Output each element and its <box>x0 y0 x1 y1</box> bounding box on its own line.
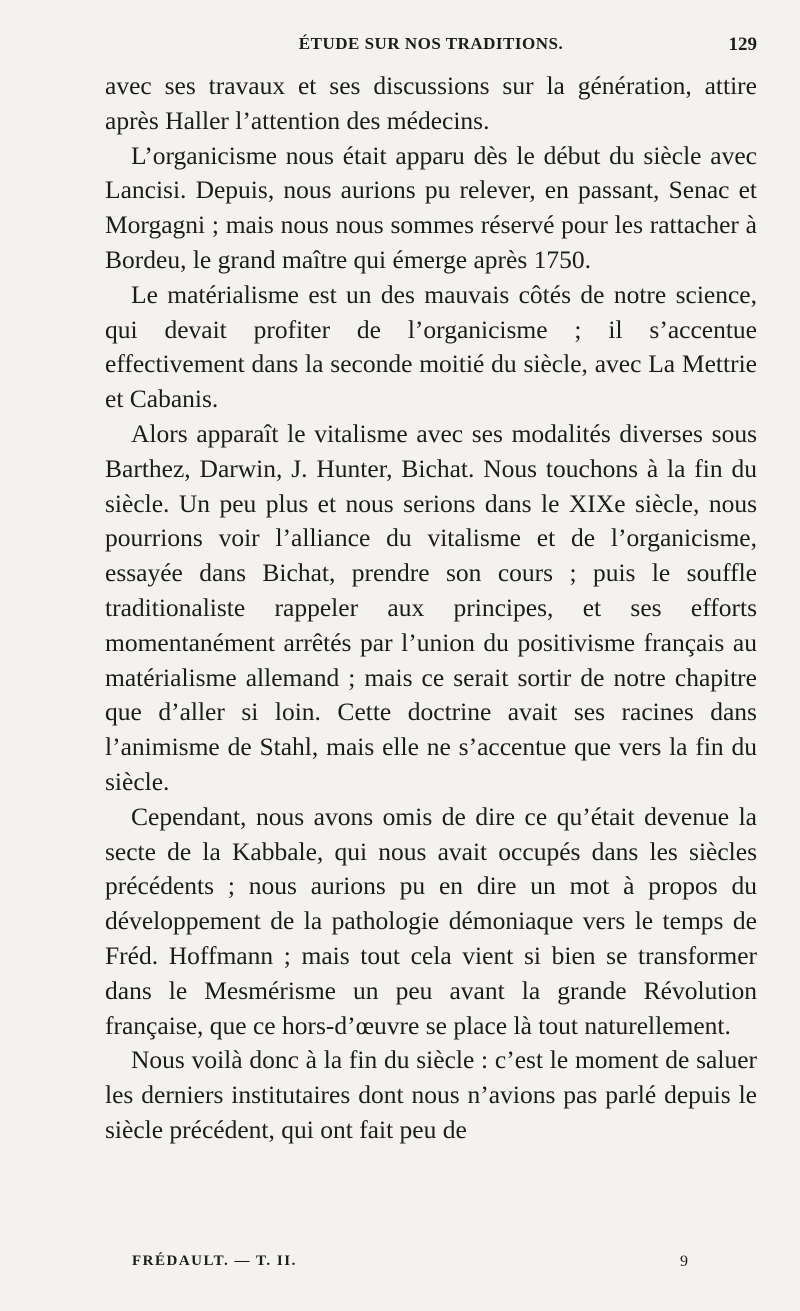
printer-signature: FRÉDAULT. — T. II. <box>132 1253 297 1269</box>
signature-mark: 9 <box>680 1253 688 1270</box>
paragraph: Le matérialisme est un des mauvais côtés de notre science, qui devait profiter de l’organicisme ; il s’accentue effectivement dans la seconde moitié du siècle, avec La Mettrie et Cabanis. <box>105 279 757 414</box>
page-header <box>105 34 757 60</box>
page-number: 129 <box>728 34 757 55</box>
paragraph: Alors apparaît le vitalisme avec ses modalités diverses sous Barthez, Darwin, J. Hunter, Bichat. Nous touchons à la fin du siècle. Un peu plus et nous serions dans le XIXe siècle, nous pourrions voir l’alliance du vitalisme et de l’organicisme, essayée dans Bichat, prendre son cours ; puis le souffle traditionaliste rappeler aux principes, et ses efforts momentanément arrêtés par l’union du positivisme français au matérialisme allemand ; mais ce serait sortir de notre chapitre que d’aller si loin. Cette doctrine avait ses racines dans l’animisme de Stahl, mais elle ne s’accentue que vers la fin du siècle. <box>105 418 757 796</box>
body-text <box>105 69 757 1148</box>
paragraph: Nous voilà donc à la fin du siècle : c’est le moment de saluer les derniers institutaires dont nous n’avions pas parlé depuis le siècle précédent, qui ont fait peu de <box>105 1045 757 1144</box>
paragraph: Cependant, nous avons omis de dire ce qu’était devenue la secte de la Kabbale, qui nous avait occupés dans les siècles précédents ; nous aurions pu en dire un mot à propos du développement de la pathologie démoniaque vers le temps de Fréd. Hoffmann ; mais tout cela vient si bien se transformer dans le Mesmérisme un peu avant la grande Révolution française, que ce hors-d’œuvre se place là tout naturellement. <box>105 801 757 1040</box>
running-title: ÉTUDE SUR NOS TRADITIONS. <box>298 34 564 53</box>
paragraph: L’organicisme nous était apparu dès le début du siècle avec Lancisi. Depuis, nous aurions pu relever, en passant, Senac et Morgagni ; mais nous nous sommes réservé pour les rattacher à Bordeu, le grand maître qui émerge après 1750. <box>105 140 757 274</box>
page-footer <box>132 1253 688 1277</box>
paragraph: avec ses travaux et ses discussions sur la génération, attire après Haller l’attention des médecins. <box>105 71 757 135</box>
